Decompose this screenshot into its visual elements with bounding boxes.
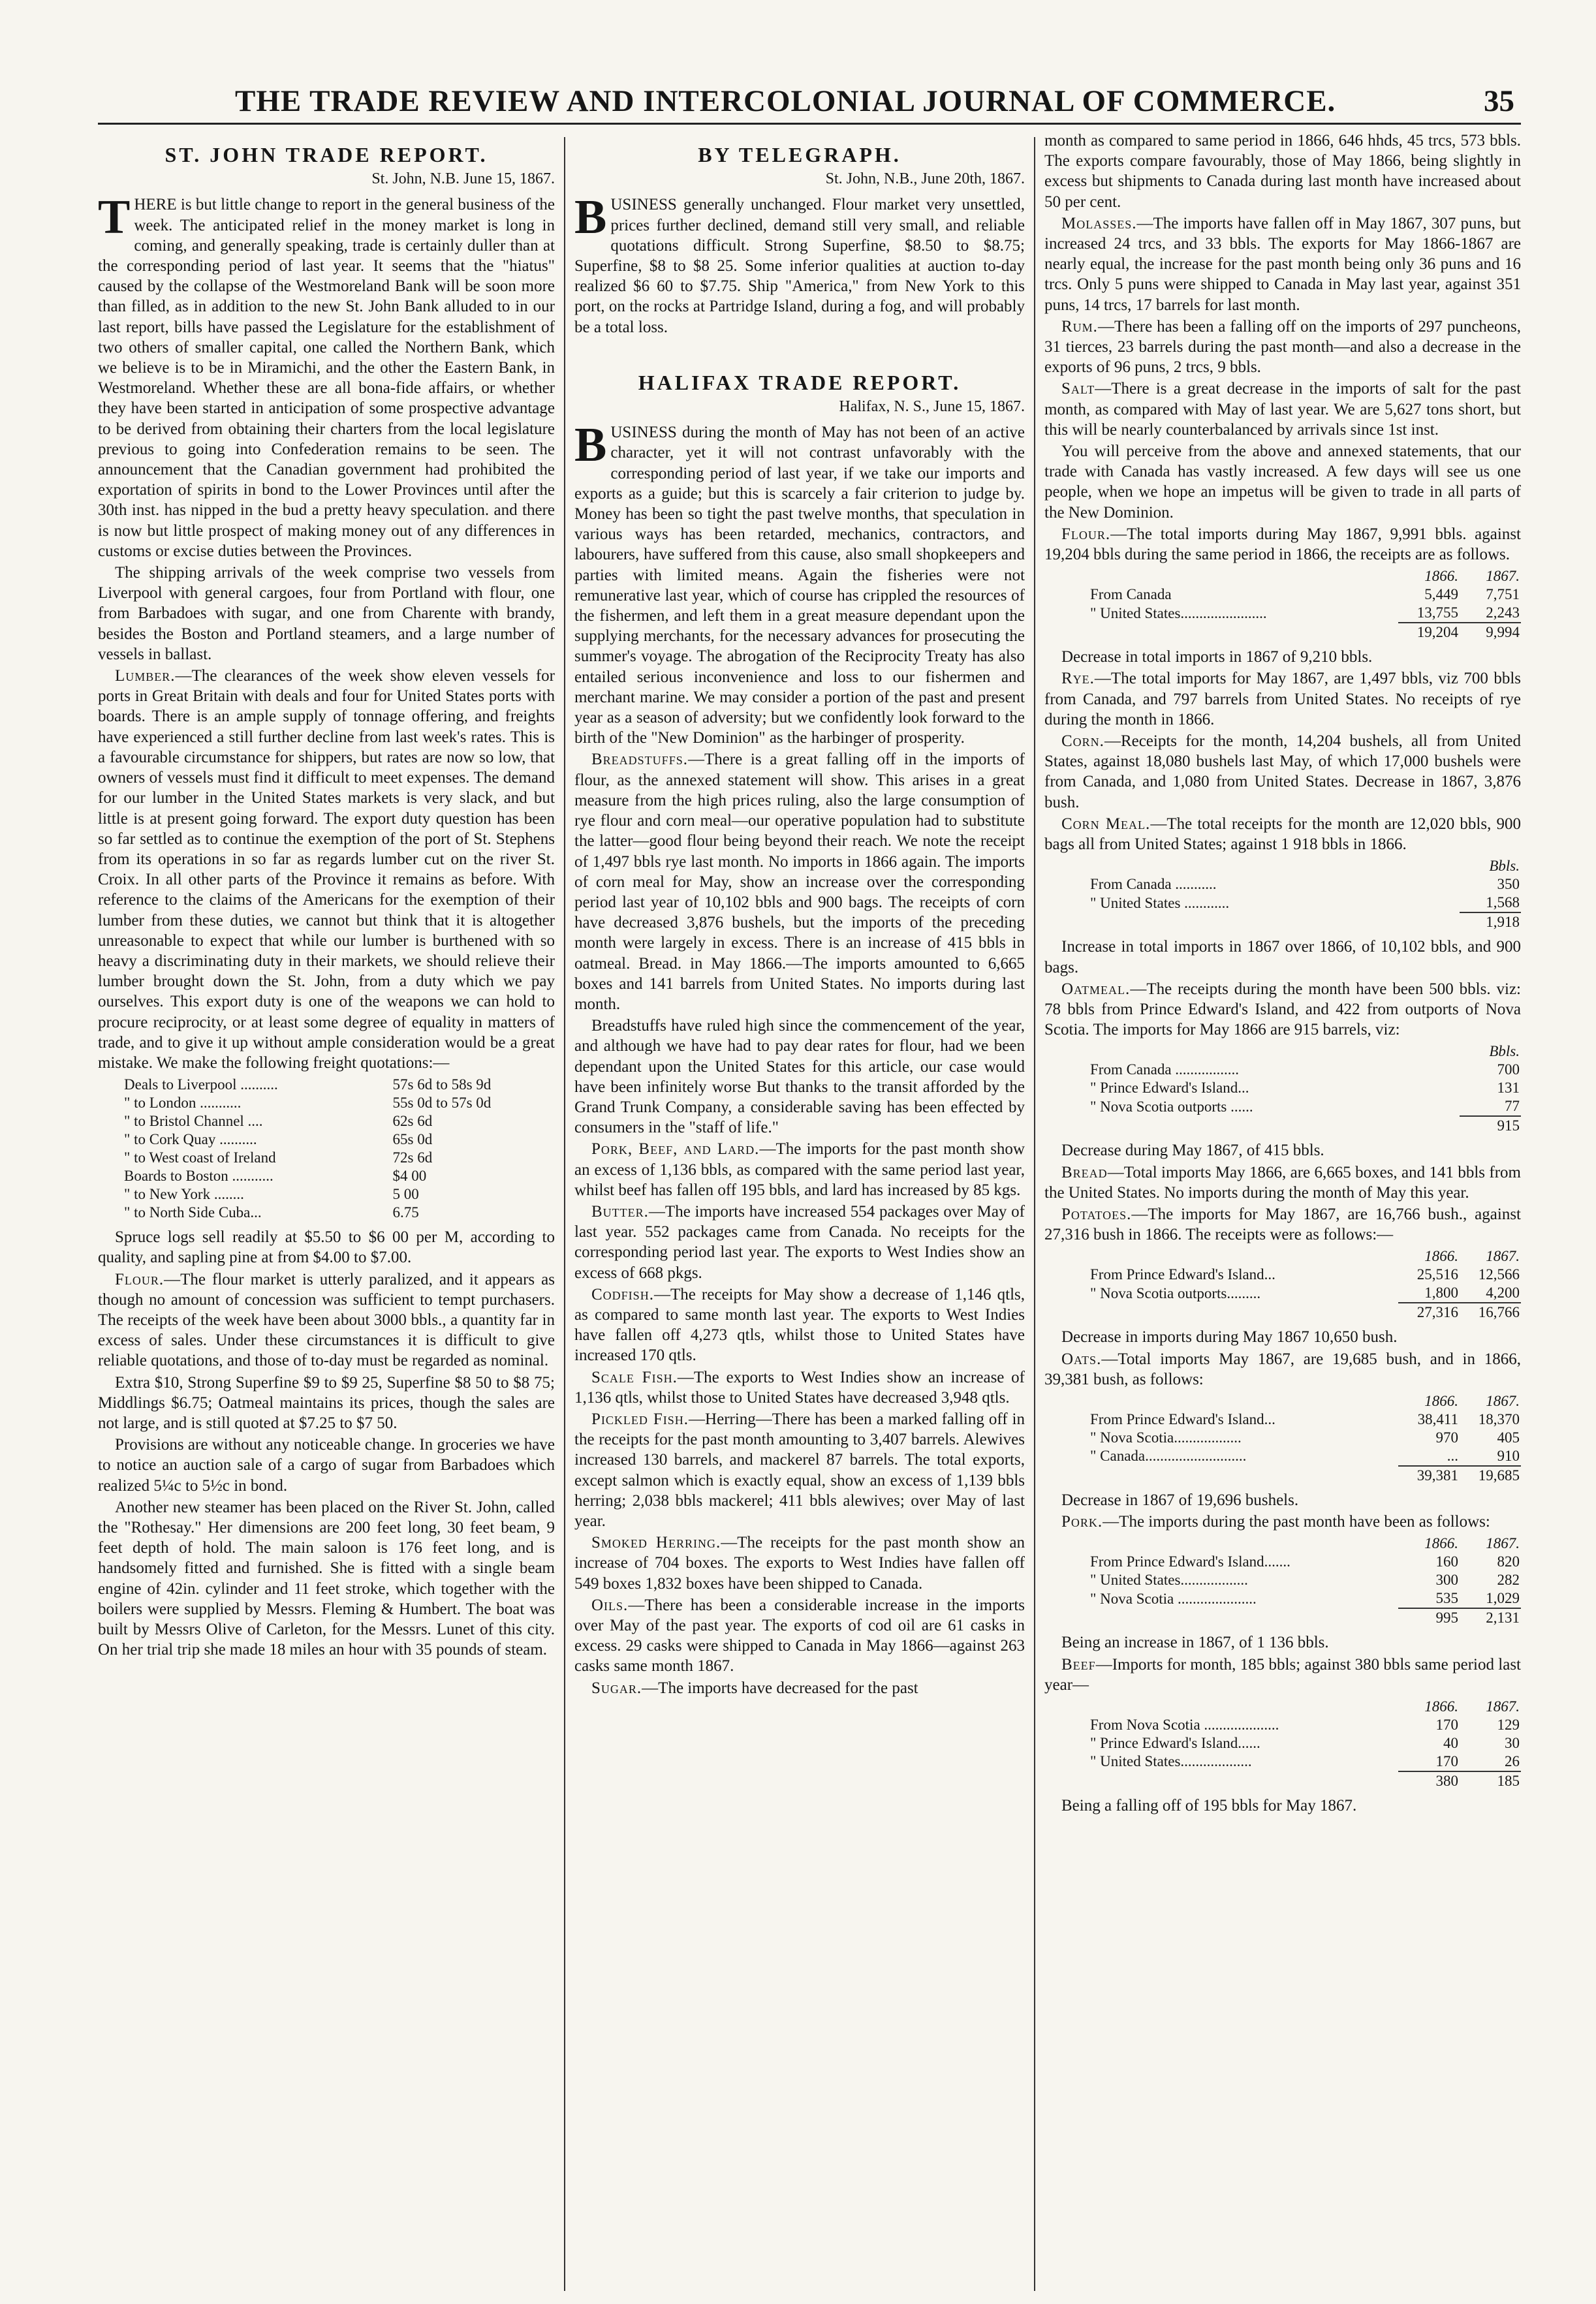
- total-row: [1044, 623, 1521, 642]
- total-1867: 9,994: [1460, 623, 1521, 642]
- value-1866: 1,800: [1424, 1284, 1458, 1301]
- row-label: From Prince Edward's Island...: [1090, 1266, 1275, 1283]
- value-1867: 2,243: [1486, 604, 1520, 621]
- salt-label: Salt: [1061, 380, 1095, 398]
- freight-row: [98, 1167, 555, 1185]
- year-header: 1867.: [1486, 568, 1520, 585]
- st-john-intro: [98, 191, 555, 561]
- rye-label: Rye.: [1061, 670, 1095, 688]
- table-header-spacer: [1044, 1392, 1398, 1410]
- molasses-text: —The imports have fallen off in May 1867, 307 puns, but increased 24 trcs, and 33 bbls. The exports for May 1866-1867 are nearly equal, the increase for the past month being only 36 puns and 16 trcs. Only 5 puns were shipped to Canada in May last year, against 351 puns, 14 trcs, 17 barrels for last month.: [1044, 214, 1521, 314]
- oats-table: [1044, 1392, 1521, 1485]
- total-1867: 19,685: [1460, 1466, 1521, 1485]
- freight-row: [98, 1149, 555, 1167]
- freight-rate: $4 00: [392, 1168, 427, 1185]
- codfish-label: Codfish.: [591, 1285, 654, 1303]
- telegraph-text: USINESS generally unchanged. Flour market very unsettled, prices further declined, demand still very small, and reliable quotations difficult. Strong Superfine, $8.50 to $8.75; Superfine, $8 to $8 25. Some inferior qualities at auction to-day realized $6 60 to $7.75. Ship "America," from New York to this port, on the rocks at Partridge Island, during a fog, and will probably be a total loss.: [574, 196, 1025, 336]
- value-1867: 129: [1497, 1716, 1520, 1733]
- telegraph-dateline: St. John, N.B., June 20th, 1867.: [825, 170, 1025, 188]
- telegraph-paragraph: [574, 191, 1025, 337]
- column-rule-2: [1034, 137, 1035, 2291]
- lumber-text: —The clearances of the week show eleven vessels for ports in Great Britain with deals and four for United States ports with boards. There is an ample supply of tonnage offering, and freights have experienced a still further decline from last week's rates. This is a favourable circumstance for shippers, but rates are now so low, that owners of vessels must find it difficult to meet expenses. The demand for our lumber in the United States markets is very slack, and but little is at present going forward. The export duty question has been so far settled as to continue the exemption of the port of St. Stephens from its operations in so far as regards lumber cut on the river St. Croix. In all other parts of the Province it remains as before. With reference to the claims of the Americans for the exemption of their lumber from these duties, we cannot but think that it is altogether unreasonable to expect that while our lumber is burthened with so heavy a discriminating duty in their markets, we should relieve their lumber brought down the St. John, from a duty which we pay ourselves. This export duty is one of the weapons we can hold to procure reciprocity, or at least some degree of equality in matters of trade, and to give it up without ample consideration would be a great mistake. We make the following freight quotations:—: [98, 667, 555, 1072]
- table-row: [1044, 1589, 1521, 1608]
- oatmeal-text: —The receipts during the month have been 500 bbls. viz: 78 bbls from Prince Edward's Island, and 422 from outports of Nova Scotia. The imports for May 1866 are 915 barrels, viz:: [1044, 980, 1521, 1039]
- potatoes-label: Potatoes.: [1061, 1205, 1132, 1223]
- row-label: " Prince Edward's Island......: [1090, 1734, 1260, 1751]
- row-label: " Nova Scotia outports.........: [1090, 1284, 1261, 1301]
- scale-fish-text: —The exports to West Indies show an increase of 1,136 qtls, whilst those to United States have decreased 3,948 qtls.: [574, 1368, 1025, 1407]
- steamer-paragraph: Another new steamer has been placed on the River St. John, called the "Rothesay." Her dimensions are 200 feet long, 30 feet beam, 9 feet depth of hold. The main saloon is 176 feet long, and is handsomely fitted and furnished. She is fitted with a single beam engine of 42in. cylinder and 11 feet stroke, which together with the boilers were supplied by Messrs. Fleming & Humbert. The boat was built by Messrs Olive of Carleton, for the Messrs. Lunet of this city. On her trial trip she made 18 miles an hour with 35 pounds of steam.: [98, 1498, 555, 1659]
- row-value: 131: [1497, 1080, 1520, 1097]
- row-value: 700: [1497, 1061, 1520, 1078]
- corn-meal-text: —The total receipts for the month are 12,020 bbls, 900 bags all from United States; against 1 918 bbls in 1866.: [1044, 815, 1521, 854]
- value-1866: 970: [1435, 1429, 1458, 1446]
- oats-paragraph: [1044, 1349, 1521, 1390]
- total-spacer: [1044, 1608, 1398, 1627]
- row-label: " Nova Scotia..................: [1090, 1429, 1242, 1446]
- smoked-herring-label: Smoked Herring.: [591, 1534, 721, 1552]
- value-1867: 405: [1497, 1429, 1520, 1446]
- butter-paragraph: [574, 1202, 1025, 1283]
- total-1866: 995: [1398, 1608, 1460, 1627]
- freight-row: [98, 1094, 555, 1112]
- potatoes-text: —The imports for May 1867, are 16,766 bush., against 27,316 bush in 1866. The receipts were as follows:—: [1044, 1205, 1521, 1244]
- oatmeal-label: Oatmeal.: [1061, 980, 1131, 998]
- year-header: 1866.: [1424, 1698, 1458, 1715]
- column-1: [98, 137, 555, 2291]
- journal-title: THE TRADE REVIEW AND INTERCOLONIAL JOURNAL OF COMMERCE.: [235, 84, 1336, 118]
- breadstuffs-paragraph: [574, 749, 1025, 1014]
- freight-destination: " to Bristol Channel ....: [124, 1113, 263, 1130]
- sugar-label: Sugar.: [591, 1679, 642, 1697]
- perceive-paragraph: You will perceive from the above and annexed statements, that our trade with Canada has vastly increased. A few days will see us one people, when we hope an impetus will be given to trade in all parts of the New Dominion.: [1044, 443, 1521, 522]
- pickled-fish-paragraph: [574, 1409, 1025, 1531]
- flour-prices-paragraph: Extra $10, Strong Superfine $9 to $9 25, Superfine $8 50 to $8 75; Middlings $6.75; Oatmeal maintains its prices, though the sales are not large, and is still quoted at $7.25 to $7 50.: [98, 1373, 555, 1432]
- st-john-dateline: St. John, N.B. June 15, 1867.: [371, 170, 555, 188]
- rye-text: —The total imports for May 1867, are 1,497 bbls, viz 700 bbls from Canada, and 797 barrels from United States. No receipts of rye during the month in 1866.: [1044, 670, 1521, 728]
- freight-rate: 55s 0d to 57s 0d: [392, 1095, 492, 1112]
- value-1867: 910: [1497, 1447, 1520, 1464]
- table-row: [1044, 1079, 1521, 1097]
- table-row: [1044, 1553, 1521, 1571]
- pickled-fish-text: —Herring—There has been a marked falling off in the receipts for the past month amounting to 3,407 barrels. Alewives increased 130 barrels, and mackerel 87 barrels. The total exports, except salmon which is exactly equal, show an excess of 1,139 bbls herring; 2,038 bbls mackerel; 411 bbls alewives; over May of last year.: [574, 1410, 1025, 1530]
- total-spacer: [1044, 623, 1398, 642]
- table-row: [1044, 1429, 1521, 1447]
- total-spacer: [1044, 1303, 1398, 1322]
- shipping-paragraph: The shipping arrivals of the week comprise two vessels from Liverpool with general cargoes, four from Portland with flour, one from Barbadoes with sugar, and one from Charente with brandy, besides the Boston and Portland steamers, and a large number of vessels in ballast.: [98, 564, 555, 663]
- row-label: From Prince Edward's Island...: [1090, 1410, 1275, 1427]
- flour-decrease-paragraph: Decrease in total imports in 1867 of 9,210 bbls.: [1061, 648, 1373, 666]
- freight-row: [98, 1076, 555, 1094]
- oats-text: —Total imports May 1867, are 19,685 bush, and in 1866, 39,381 bush, as follows:: [1044, 1350, 1521, 1388]
- bread-text: —Total imports May 1866, are 6,665 boxes, and 141 bbls from the United States. No imports during the month of May this year.: [1044, 1163, 1521, 1202]
- year-header: 1867.: [1486, 1392, 1520, 1409]
- freight-destination: " to Cork Quay ..........: [124, 1131, 257, 1148]
- row-label: From Nova Scotia ....................: [1090, 1716, 1279, 1733]
- table-header-row: [1044, 1247, 1521, 1266]
- freight-rate: 5 00: [392, 1186, 419, 1203]
- value-1866: 160: [1435, 1553, 1458, 1570]
- total-1867: 2,131: [1460, 1608, 1521, 1627]
- rum-text: —There has been a falling off on the imports of 297 puncheons, 31 tierces, 23 barrels during the past month—and also a decrease in the exports of 96 puns, 2 trcs, 9 bbls.: [1044, 317, 1521, 377]
- freight-rate: 57s 6d to 58s 9d: [392, 1076, 492, 1093]
- beef-paragraph: [1044, 1655, 1521, 1695]
- total-row: [1044, 912, 1521, 931]
- freight-quotations-table: [98, 1076, 555, 1222]
- pork-table: [1044, 1534, 1521, 1627]
- pork-beef-lard-text: —The imports for the past month show an excess of 1,136 bbls, as compared with the same period last year, whilst beef has fallen off 195 bbls, and lard has increased by 85 kgs.: [574, 1140, 1025, 1199]
- table-row: [1044, 1716, 1521, 1734]
- value-1867: 30: [1505, 1734, 1520, 1751]
- breadstuffs-text: —There is a great falling off in the imports of flour, as the annexed statement will show. This arises in a great measure from the high prices ruling, also the large consumption of rye flour and corn meal—our operative population had to substitute the latter—good flour being beyond their reach. We note the receipt of 1,497 bbls rye last month. No imports in 1866 again. The imports of corn meal for May, show an increase over the corresponding period last year of 10,102 bbls and 900 bags. The receipts of corn have decreased 3,876 bushels, but the imports of the preceding month were largely in excess. There is an increase of 415 bbls in oatmeal. Bread. in May 1866.—The imports amounted to 6,665 boxes and 141 barrels from United States. No imports during last month.: [574, 751, 1025, 1013]
- table-row: [1044, 1097, 1521, 1116]
- table-header-row: [1044, 567, 1521, 585]
- oils-paragraph: [574, 1595, 1025, 1677]
- table-row: [1044, 585, 1521, 604]
- year-header: 1866.: [1424, 1535, 1458, 1552]
- codfish-paragraph: [574, 1284, 1025, 1366]
- table-header-spacer: [1044, 1247, 1398, 1266]
- column-2: [574, 137, 1025, 2291]
- potatoes-table: [1044, 1247, 1521, 1322]
- drop-cap: B: [574, 418, 607, 473]
- freight-destination: " to London ...........: [124, 1095, 242, 1112]
- codfish-text: —The receipts for May show a decrease of 1,146 qtls, as compared to same month last year. The exports to West Indies have fallen off 4,273 qtls, whilst those to United States have increased 170 qtls.: [574, 1285, 1025, 1365]
- total-value: 1,918: [1460, 912, 1521, 931]
- table-header-row: [1044, 1392, 1521, 1410]
- column-rule-1: [564, 137, 565, 2291]
- total-1867: 16,766: [1460, 1303, 1521, 1322]
- sugar-continued-paragraph: month as compared to same period in 1866, 646 hhds, 45 trcs, 573 bbls. The exports compare favourably, those of May 1866, being slightly in excess but shipments to Canada during last month have increased about 50 per cent.: [1044, 132, 1521, 211]
- table-header-spacer: [1044, 1042, 1460, 1061]
- oats-decrease-paragraph: Decrease in 1867 of 19,696 bushels.: [1061, 1491, 1299, 1509]
- table-header-spacer: [1044, 567, 1398, 585]
- page-number: 35: [1484, 84, 1514, 118]
- freight-destination: " to West coast of Ireland: [124, 1149, 276, 1166]
- total-row: [1044, 1608, 1521, 1627]
- year-header: 1867.: [1486, 1535, 1520, 1552]
- freight-rate: 65s 0d: [392, 1131, 433, 1148]
- value-1866: 5,449: [1424, 586, 1458, 603]
- table-header-spacer: [1044, 857, 1460, 875]
- total-1866: 380: [1398, 1771, 1460, 1790]
- halifax-intro-text: USINESS during the month of May has not been of an active character, yet it will not contrast unfavorably with the corresponding period of last year, if we take our imports and exports as a guide; but this is scarcely a fair criterion to judge by. Money has been so tight the past twelve months, that speculation in various ways has been retarded, mechanics, contractors, and labourers, have suffered from this cause, also small shopkeepers and parties with limited means. Again the fisheries were not remunerative last year, which of course has crippled the resources of the fishermen, and left them in a great measure dependant upon the supplying merchants, for the necessary advances for prosecuting the summer's voyage. The abrogation of the Reciprocity Treaty has also entailed serious inconvenience and loss to our fishermen and merchant marine. We may consider a portion of the past and present year as a season of adversity; but we confidently look forward to the birth of the "New Dominion" as the harbinger of prosperity.: [574, 424, 1025, 747]
- salt-text: —There is a great decrease in the imports of salt for the past month, as compared with May of last year. We are 5,627 tons short, but this will be nearly counterbalanced by arrivals since 1st inst.: [1044, 380, 1521, 439]
- row-label: " United States..................: [1090, 1572, 1248, 1589]
- spruce-paragraph: Spruce logs sell readily at $5.50 to $6 00 per M, according to quality, and sapling pine at from $4.00 to $7.00.: [98, 1228, 555, 1267]
- beef-text: —Imports for month, 185 bbls; against 380 bbls same period last year—: [1044, 1655, 1521, 1694]
- flour-text: —The flour market is utterly paralized, and it appears as though no amount of concession was sufficient to tempt purchasers. The receipts of the week have been about 3000 bbls., a quantity far in excess of sales. Under these circumstances it is difficult to give reliable quotations, and those of to-day must be regarded as nominal.: [98, 1270, 555, 1370]
- breadstuffs-ruled-paragraph: Breadstuffs have ruled high since the commencement of the year, and although we have had to pay dear rates for flour, had we been dependant upon the United States for this article, our case would have been infinitely worse But thanks to the transit afforded by the Grand Trunk Company, a considerable saving has been effected by consumers in the "staff of life.": [574, 1017, 1025, 1137]
- table-row: [1044, 604, 1521, 623]
- year-header: 1867.: [1486, 1248, 1520, 1265]
- corn-text: —Receipts for the month, 14,204 bushels, all from United States, against 18,080 bushels last May, of which 17,000 bushels were from Canada, and 1,080 from United States. Decrease in 1867, 3,876 bush.: [1044, 732, 1521, 811]
- flour-imports-label: Flour.: [1061, 525, 1111, 543]
- butter-text: —The imports have increased 554 packages over May of last year. 552 packages came from Canada. No receipts for the corresponding period last year. The exports to West Indies show an excess of 668 pkgs.: [574, 1202, 1025, 1282]
- beef-table: [1044, 1698, 1521, 1790]
- drop-cap: B: [574, 191, 607, 245]
- oils-text: —There has been a considerable increase in the imports over May of the past year. The exports of cod oil are 61 casks in excess. 29 casks were shipped to Canada in May 1866—against 263 casks same month 1867.: [574, 1596, 1025, 1675]
- total-1866: 39,381: [1398, 1466, 1460, 1485]
- value-1867: 12,566: [1478, 1266, 1520, 1283]
- st-john-intro-text: HERE is but little change to report in the general business of the week. The anticipated relief in the money market is long in coming, and generally speaking, trade is certainly duller than at the corresponding period of last year. It seems that the "hiatus" caused by the collapse of the Westmoreland Bank will be soon more than filled, as in addition to the new St. John Bank alluded to in our last report, bills have passed the Legislature for the establishment of two others of smaller capital, one called the Northern Bank, which we believe is to be in Miramichi, and the other the Eastern Bank, in Westmoreland. Whether these are all bona-fide affairs, or whether they have been started in anticipation of some prospective advantage to be derived from obtaining their charters from the local legislature previous to going into Confederation remains to be seen. The announcement that the Canadian government had prohibited the exportation of spirits in bond to the Lower Provinces until after the 30th inst. has nipped in the bud a pretty heavy speculation. and there is now but little prospect of making money out of any differences in customs or excise duties between the Provinces.: [98, 196, 555, 560]
- total-spacer: [1044, 1116, 1460, 1135]
- value-1866: 170: [1435, 1752, 1458, 1769]
- column-3: [1044, 131, 1521, 2284]
- oats-label: Oats.: [1061, 1350, 1102, 1368]
- value-1866: 300: [1435, 1572, 1458, 1589]
- value-1867: 282: [1497, 1572, 1520, 1589]
- provisions-paragraph: Provisions are without any noticeable change. In groceries we have to notice an auction sale of a cargo of sugar from Barbadoes which realized 5¼c to 5½c in bond.: [98, 1436, 555, 1495]
- bread-label: Bread: [1061, 1163, 1108, 1181]
- table-row: [1044, 1410, 1521, 1429]
- corn-meal-increase-paragraph: Increase in total imports in 1867 over 1866, of 10,102 bbls, and 900 bags.: [1044, 938, 1521, 976]
- sugar-paragraph: [574, 1678, 1025, 1698]
- butter-label: Butter.: [591, 1202, 649, 1221]
- corn-paragraph: [1044, 731, 1521, 813]
- freight-rate: 62s 6d: [392, 1113, 433, 1130]
- freight-rate: 6.75: [392, 1204, 419, 1221]
- lumber-label: Lumber.: [115, 667, 176, 685]
- total-1867: 185: [1460, 1771, 1521, 1790]
- total-1866: 27,316: [1398, 1303, 1460, 1322]
- scale-fish-paragraph: [574, 1367, 1025, 1408]
- row-label: " Nova Scotia outports ......: [1090, 1098, 1253, 1115]
- value-1866: 170: [1435, 1716, 1458, 1733]
- row-value: 77: [1505, 1098, 1520, 1115]
- value-1867: 26: [1505, 1752, 1520, 1769]
- corn-meal-table: [1044, 857, 1521, 931]
- value-1866: 25,516: [1416, 1266, 1458, 1283]
- value-1867: 4,200: [1486, 1284, 1520, 1301]
- table-header-spacer: [1044, 1534, 1398, 1553]
- smoked-herring-text: —The receipts for the past month show an increase of 704 boxes. The exports to West Indies have fallen off 549 boxes 1,832 boxes have been shipped to Canada.: [574, 1534, 1025, 1593]
- flour-imports-paragraph: [1044, 524, 1521, 565]
- beef-label: Beef: [1061, 1655, 1096, 1674]
- rum-label: Rum.: [1061, 317, 1098, 335]
- value-1867: 18,370: [1478, 1410, 1520, 1427]
- total-row: [1044, 1466, 1521, 1485]
- value-1867: 820: [1497, 1553, 1520, 1570]
- flour-table: [1044, 567, 1521, 642]
- row-value: 350: [1497, 876, 1520, 893]
- total-spacer: [1044, 1771, 1398, 1790]
- value-1867: 7,751: [1486, 586, 1520, 603]
- scale-fish-label: Scale Fish.: [591, 1368, 678, 1386]
- table-row: [1044, 1752, 1521, 1771]
- table-row: [1044, 1734, 1521, 1752]
- corn-meal-paragraph: [1044, 814, 1521, 854]
- row-label: " United States...................: [1090, 1753, 1252, 1770]
- lumber-paragraph: [98, 666, 555, 1073]
- unit-header: Bbls.: [1489, 858, 1520, 875]
- table-header-row: [1044, 1698, 1521, 1716]
- flour-label: Flour.: [115, 1270, 164, 1288]
- total-row: [1044, 1116, 1521, 1135]
- row-label: From Canada .................: [1090, 1061, 1240, 1078]
- potatoes-decrease-paragraph: Decrease in imports during May 1867 10,650 bush.: [1061, 1328, 1398, 1347]
- year-header: 1866.: [1424, 1392, 1458, 1409]
- pork-paragraph: [1044, 1512, 1521, 1532]
- value-1867: 1,029: [1486, 1590, 1520, 1607]
- year-header: 1866.: [1424, 568, 1458, 585]
- pork-label: Pork.: [1061, 1513, 1103, 1531]
- table-row: [1044, 1571, 1521, 1589]
- freight-destination: " to New York ........: [124, 1186, 244, 1203]
- row-label: " Nova Scotia .....................: [1090, 1590, 1257, 1607]
- oatmeal-paragraph: [1044, 979, 1521, 1040]
- table-row: [1044, 894, 1521, 912]
- molasses-paragraph: [1044, 213, 1521, 315]
- bread-paragraph: [1044, 1162, 1521, 1203]
- beef-decrease-paragraph: Being a falling off of 195 bbls for May 1867.: [1061, 1796, 1357, 1814]
- pork-text: —The imports during the past month have been as follows:: [1103, 1513, 1490, 1531]
- total-row: [1044, 1771, 1521, 1790]
- sugar-text: —The imports have decreased for the past: [642, 1679, 918, 1697]
- molasses-label: Molasses.: [1061, 214, 1137, 232]
- page-header: [98, 84, 1521, 125]
- smoked-herring-paragraph: [574, 1533, 1025, 1594]
- breadstuffs-label: Breadstuffs.: [591, 751, 688, 769]
- value-1866: 535: [1435, 1590, 1458, 1607]
- table-header-row: [1044, 1042, 1521, 1061]
- freight-destination: Deals to Liverpool ..........: [124, 1076, 278, 1093]
- freight-destination: Boards to Boston ...........: [124, 1168, 274, 1185]
- row-label: From Prince Edward's Island.......: [1090, 1553, 1291, 1570]
- row-label: " Prince Edward's Island...: [1090, 1080, 1249, 1097]
- value-1866: ...: [1447, 1447, 1458, 1464]
- unit-header: Bbls.: [1489, 1043, 1520, 1060]
- table-row: [1044, 1284, 1521, 1303]
- flour-imports-text: —The total imports during May 1867, 9,991 bbls. against 19,204 bbls during the same period in 1866, the receipts are as follows.: [1044, 525, 1521, 564]
- total-row: [1044, 1303, 1521, 1322]
- salt-paragraph: [1044, 379, 1521, 440]
- st-john-heading: ST. JOHN TRADE REPORT.: [164, 143, 488, 166]
- drop-cap: T: [98, 191, 131, 245]
- table-row: [1044, 1061, 1521, 1079]
- total-spacer: [1044, 912, 1460, 931]
- row-value: 1,568: [1486, 894, 1520, 911]
- table-row: [1044, 875, 1521, 894]
- oils-label: Oils.: [591, 1596, 629, 1614]
- freight-row: [98, 1204, 555, 1222]
- year-header: 1866.: [1424, 1248, 1458, 1265]
- pork-increase-paragraph: Being an increase in 1867, of 1 136 bbls.: [1061, 1634, 1329, 1652]
- potatoes-paragraph: [1044, 1204, 1521, 1245]
- row-label: " United States ............: [1090, 894, 1230, 911]
- freight-row: [98, 1112, 555, 1130]
- freight-rate: 72s 6d: [392, 1149, 433, 1166]
- halifax-intro: [574, 418, 1025, 748]
- halifax-heading: HALIFAX TRADE REPORT.: [638, 370, 962, 394]
- table-row: [1044, 1266, 1521, 1284]
- halifax-dateline: Halifax, N. S., June 15, 1867.: [839, 398, 1025, 416]
- pork-beef-lard-label: Pork, Beef, and Lard.: [591, 1140, 760, 1159]
- pork-beef-lard-paragraph: [574, 1139, 1025, 1200]
- value-1866: 13,755: [1416, 604, 1458, 621]
- total-1866: 19,204: [1398, 623, 1460, 642]
- pickled-fish-label: Pickled Fish.: [591, 1410, 689, 1428]
- total-value: 915: [1460, 1116, 1521, 1135]
- corn-meal-label: Corn Meal.: [1061, 815, 1151, 833]
- table-header-row: [1044, 857, 1521, 875]
- table-row: [1044, 1447, 1521, 1466]
- row-label: " United States.......................: [1090, 604, 1267, 621]
- freight-destination: " to North Side Cuba...: [124, 1204, 262, 1221]
- row-label: From Canada: [1090, 586, 1172, 603]
- flour-paragraph: [98, 1269, 555, 1371]
- freight-row: [98, 1185, 555, 1204]
- row-label: From Canada ...........: [1090, 876, 1217, 893]
- row-label: " Canada...........................: [1090, 1448, 1247, 1465]
- total-spacer: [1044, 1466, 1398, 1485]
- telegraph-heading: BY TELEGRAPH.: [698, 143, 901, 166]
- rum-paragraph: [1044, 317, 1521, 378]
- oatmeal-decrease-paragraph: Decrease during May 1867, of 415 bbls.: [1061, 1142, 1324, 1160]
- corn-label: Corn.: [1061, 732, 1104, 751]
- value-1866: 38,411: [1417, 1410, 1458, 1427]
- table-header-spacer: [1044, 1698, 1398, 1716]
- table-header-row: [1044, 1534, 1521, 1553]
- freight-row: [98, 1130, 555, 1149]
- year-header: 1867.: [1486, 1698, 1520, 1715]
- oatmeal-table: [1044, 1042, 1521, 1135]
- value-1866: 40: [1443, 1734, 1458, 1751]
- rye-paragraph: [1044, 668, 1521, 730]
